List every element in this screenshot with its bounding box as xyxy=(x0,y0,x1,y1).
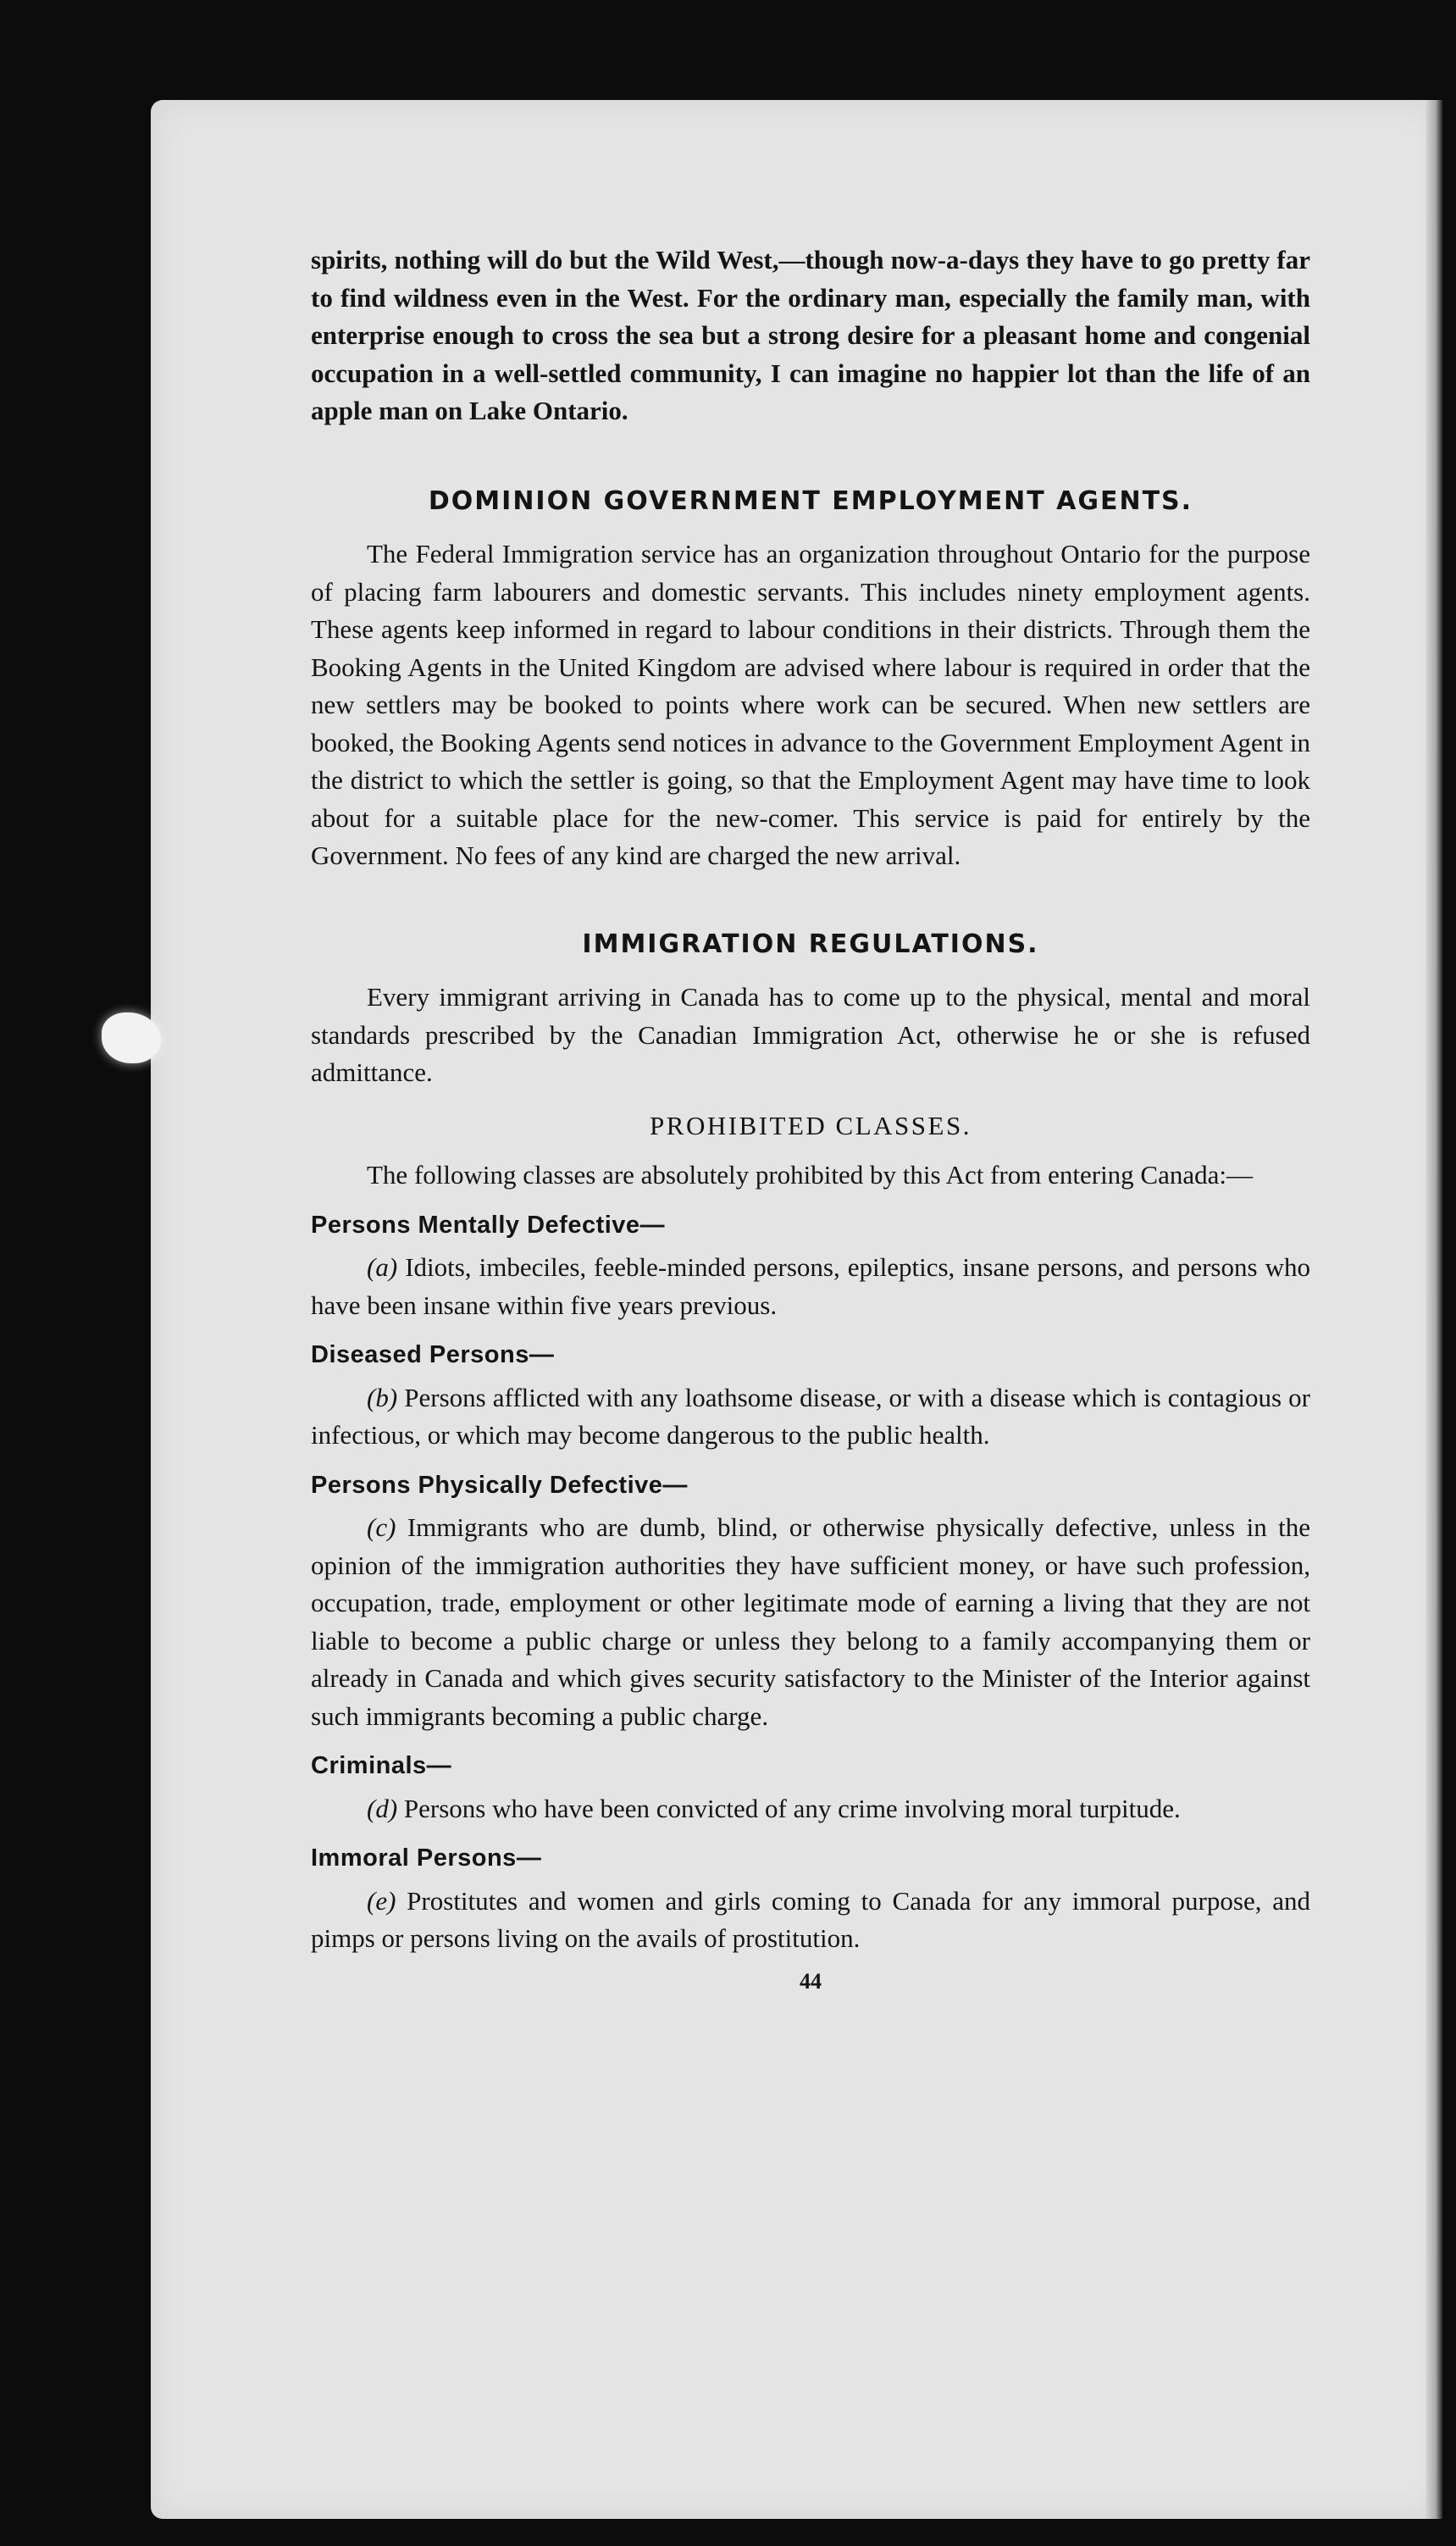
prohibited-classes-intro: The following classes are absolutely prohibited by this Act from entering Canada:— xyxy=(367,1160,1253,1190)
class-text-immoral xyxy=(311,1883,1310,1958)
class-letter-d: (d) xyxy=(367,1793,398,1823)
employment-agents-heading: DOMINION GOVERNMENT EMPLOYMENT AGENTS. xyxy=(428,485,1193,516)
page-edge-shadow xyxy=(1426,100,1442,2519)
class-label-mentally-defective: Persons Mentally Defective— xyxy=(311,1211,666,1239)
class-text-mentally-defective xyxy=(311,1249,1310,1324)
class-body-d: Persons who have been convicted of any crime involving moral turpitude. xyxy=(397,1793,1181,1823)
employment-agents-body: The Federal Immigration service has an organization throughout Ontario for the purpose of placing farm labourers and domestic servants. This includes ninety employment agents. These agents keep informed in regard to labour conditions in their districts. Through them the Booking Agents in the United Kingdom are advised where labour is required in order that the new settlers may be booked to points where work can be secured. When new settlers are booked, the Booking Agents send notices in advance to the Government Employment Agent in the district to which the settler is going, so that the Employment Agent may have time to look about for a suitable place for the new-comer. This service is paid for entirely by the Government. No fees of any kind are charged the new arrival. xyxy=(311,539,1310,870)
class-body-a: Idiots, imbeciles, feeble-minded persons, epileptics, insane persons, and persons who have been insane within five years previous. xyxy=(311,1252,1310,1320)
prohibited-classes-heading: PROHIBITED CLASSES. xyxy=(650,1110,972,1140)
class-label-physically-defective: Persons Physically Defective— xyxy=(311,1471,688,1499)
page-number: 44 xyxy=(800,1968,822,1994)
class-text-diseased xyxy=(311,1379,1310,1455)
class-text-criminals xyxy=(311,1790,1310,1828)
class-body-b: Persons afflicted with any loathsome disease, or with a disease which is contagious or infectious, or which may become dangerous to the public health. xyxy=(311,1382,1310,1450)
class-label-diseased: Diseased Persons— xyxy=(311,1341,555,1368)
immigration-regulations-heading: IMMIGRATION REGULATIONS. xyxy=(582,929,1039,959)
class-body-c: Immigrants who are dumb, blind, or otherwise physically defective, unless in the opinion of the immigration authorities they have sufficient money, or have such profession, occupation, trade, employment or other legitimate mode of earning a living that they are not liable to become a public charge or unless they belong to a family accompanying them or already in Canada and which gives security satisfactory to the Minister of the Interior against such immigrants becoming a public charge. xyxy=(311,1512,1310,1731)
class-label-immoral: Immoral Persons— xyxy=(311,1844,542,1872)
class-text-physically-defective xyxy=(311,1509,1310,1735)
class-letter-e: (e) xyxy=(367,1885,396,1916)
class-letter-a: (a) xyxy=(367,1252,398,1282)
class-letter-b: (b) xyxy=(367,1382,398,1412)
immigration-regulations-body: Every immigrant arriving in Canada has to come up to the physical, mental and moral standards prescribed by the Canadian Immigration Act, otherwise he or she is refused admittance. xyxy=(311,982,1310,1087)
class-body-e: Prostitutes and women and girls coming to Canada for any immoral purpose, and pimps or persons living on the avails of prostitution. xyxy=(311,1885,1310,1953)
class-letter-c: (c) xyxy=(367,1512,396,1542)
intro-paragraph: spirits, nothing will do but the Wild West,—though now-a-days they have to go pretty far to find wildness even in the West. For the ordinary man, especially the family man, with enterprise enough to cross the sea but a strong desire for a pleasant home and congenial occupation in a well-settled community, I can imagine no happier lot than the life of an apple man on Lake Ontario. xyxy=(311,245,1310,425)
page-content xyxy=(311,241,1310,2000)
class-label-criminals: Criminals— xyxy=(311,1752,452,1779)
